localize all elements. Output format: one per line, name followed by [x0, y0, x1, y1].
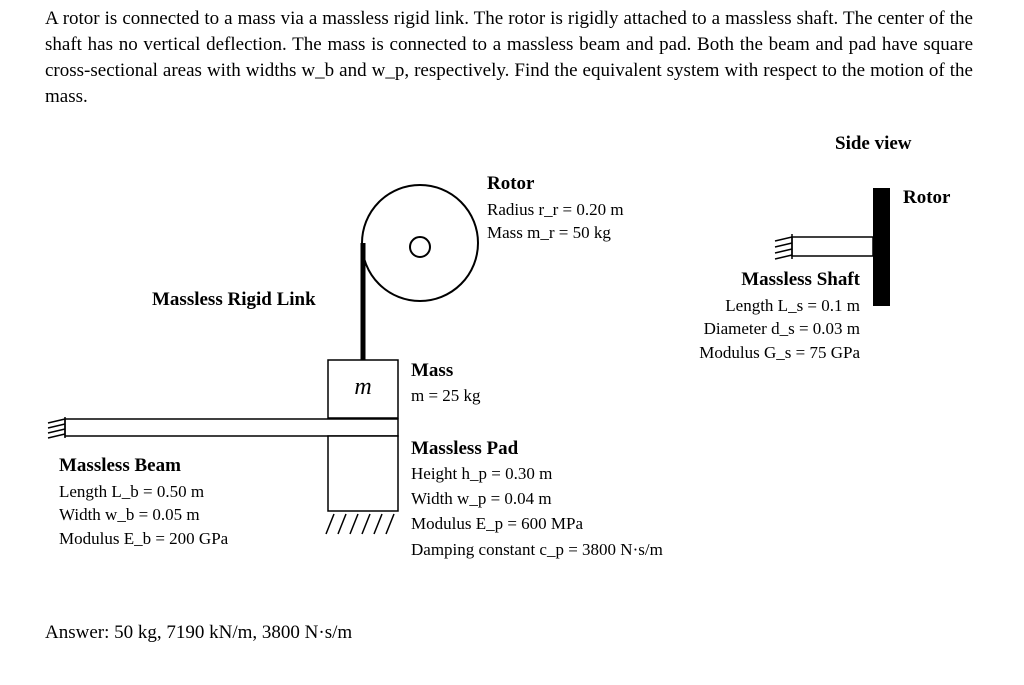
problem-statement: A rotor is connected to a mass via a massless rigid link. The rotor is rigidly attached to a massless shaft. The center of the shaft has no vertical deflection. The mass is connected to a massless beam and pad. Both the beam and pad have square cross-sectional areas with widths w_b and w_p, respectively. Find the equivalent system with respect to the motion of the mass.: [45, 8, 973, 107]
mass-value: m = 25 kg: [411, 386, 481, 405]
rotor-mass: Mass m_r = 50 kg: [487, 223, 611, 242]
rotor-radius: Radius r_r = 0.20 m: [487, 200, 624, 219]
side-view-title: Side view: [835, 133, 912, 154]
beam-modulus: Modulus E_b = 200 GPa: [59, 529, 229, 548]
beam-width: Width w_b = 0.05 m: [59, 505, 200, 524]
pad-width: Width w_p = 0.04 m: [411, 489, 552, 508]
side-wall-support: [775, 234, 792, 259]
side-rotor-label: Rotor: [903, 187, 951, 208]
side-rotor-plate: [873, 188, 890, 306]
beam-wall-support: [48, 417, 65, 438]
rotor-title: Rotor: [487, 173, 535, 194]
rotor-center: [410, 237, 430, 257]
ground-hatch: [326, 514, 394, 534]
rotor-disk: [362, 185, 478, 301]
pad-height: Height h_p = 0.30 m: [411, 464, 553, 483]
answer-text: Answer: 50 kg, 7190 kN/m, 3800 N·s/m: [45, 622, 353, 643]
pad-modulus: Modulus E_p = 600 MPa: [411, 514, 584, 533]
shaft-diameter: Diameter d_s = 0.03 m: [703, 319, 860, 338]
shaft-length: Length L_s = 0.1 m: [725, 296, 860, 315]
mass-symbol: m: [354, 374, 372, 400]
rigid-link-label: Massless Rigid Link: [152, 289, 316, 310]
beam: [65, 419, 398, 436]
shaft-title: Massless Shaft: [741, 269, 860, 290]
beam-length: Length L_b = 0.50 m: [59, 482, 205, 501]
pad: [328, 436, 398, 511]
beam-title: Massless Beam: [59, 455, 181, 476]
mass-title: Mass: [411, 360, 454, 381]
shaft-modulus: Modulus G_s = 75 GPa: [699, 343, 860, 362]
pad-damping: Damping constant c_p = 3800 N·s/m: [411, 540, 663, 559]
pad-title: Massless Pad: [411, 438, 519, 459]
side-shaft: [792, 237, 873, 256]
